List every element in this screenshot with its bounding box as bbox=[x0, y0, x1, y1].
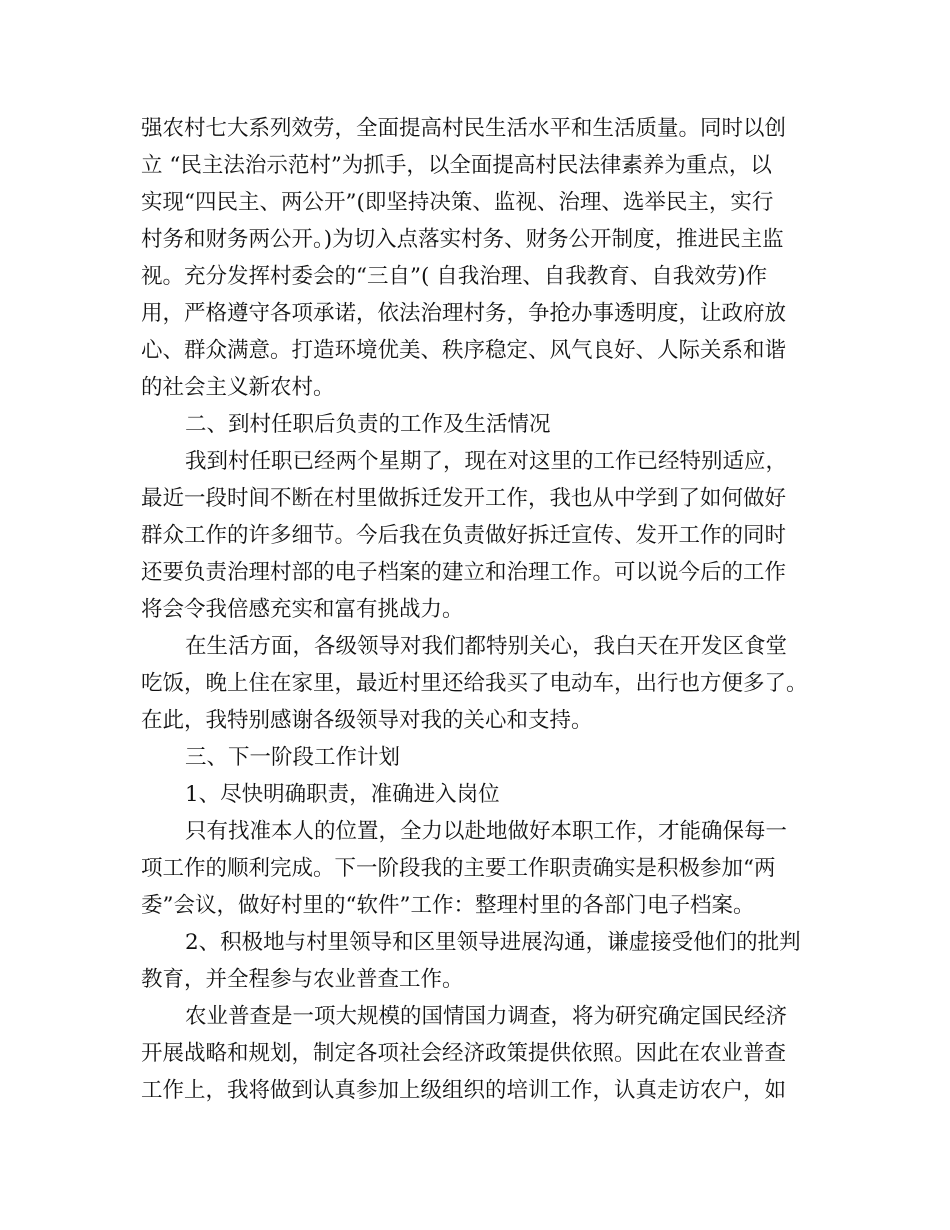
text-line: 只有找准本人的位置，全力以赴地做好本职工作，才能确保每一 bbox=[185, 819, 788, 844]
text-line: 群众工作的许多细节。今后我在负责做好拆迁宣传、发开工作的同时 bbox=[141, 523, 787, 548]
text-line: 实现“四民主、两公开”(即坚持决策、监视、治理、选举民主，实行 bbox=[141, 190, 774, 215]
text-line: 村务和财务两公开。)为切入点落实村务、财务公开制度，推进民主监 bbox=[141, 227, 784, 252]
text-line: 的社会主义新农村。 bbox=[141, 375, 335, 400]
text-line: 吃饭，晚上住在家里，最近村里还给我买了电动车，出行也方便多了。 bbox=[141, 671, 808, 696]
section-heading: 二、到村任职后负责的工作及生活情况 bbox=[185, 412, 551, 437]
text-line: 教育，并全程参与农业普查工作。 bbox=[141, 967, 464, 992]
text-line: 委”会议，做好村里的“软件”工作：整理村里的各部门电子档案。 bbox=[141, 893, 755, 918]
text-line: 最近一段时间不断在村里做拆迁发开工作，我也从中学到了如何做好 bbox=[141, 486, 787, 511]
text-line: 心、群众满意。打造环境优美、秩序稳定、风气良好、人际关系和谐 bbox=[141, 338, 787, 363]
text-line: 在此，我特别感谢各级领导对我的关心和支持。 bbox=[141, 708, 593, 733]
text-line: 项工作的顺利完成。下一阶段我的主要工作职责确实是积极参加“两 bbox=[141, 856, 776, 881]
text-line: 强农村七大系列效劳，全面提高村民生活水平和生活质量。同时以创 bbox=[141, 116, 787, 141]
section-heading: 三、下一阶段工作计划 bbox=[185, 745, 401, 770]
text-line: 用，严格遵守各项承诺，依法治理村务，争抢办事透明度，让政府放 bbox=[141, 301, 787, 326]
text-line: 我到村任职已经两个星期了，现在对这里的工作已经特别适应， bbox=[185, 449, 788, 474]
numbered-item: 2、积极地与村里领导和区里领导进展沟通，谦虚接受他们的批判 bbox=[185, 930, 801, 955]
text-line: 工作上，我将做到认真参加上级组织的培训工作，认真走访农户，如 bbox=[141, 1078, 787, 1103]
text-line: 还要负责治理村部的电子档案的建立和治理工作。可以说今后的工作 bbox=[141, 560, 787, 585]
text-line: 视。充分发挥村委会的“三自”( 自我治理、自我教育、自我效劳)作 bbox=[141, 264, 768, 289]
numbered-item: 1、尽快明确职责，准确进入岗位 bbox=[185, 782, 500, 807]
text-line: 将会令我倍感充实和富有挑战力。 bbox=[141, 597, 464, 622]
text-line: 立 “民主法治示范村”为抓手，以全面提高村民法律素养为重点，以 bbox=[141, 153, 772, 178]
text-line: 开展战略和规划，制定各项社会经济政策提供依照。因此在农业普查 bbox=[141, 1041, 787, 1066]
text-line: 在生活方面，各级领导对我们都特别关心，我白天在开发区食堂 bbox=[185, 634, 788, 659]
text-line: 农业普查是一项大规模的国情国力调查，将为研究确定国民经济 bbox=[185, 1004, 788, 1029]
